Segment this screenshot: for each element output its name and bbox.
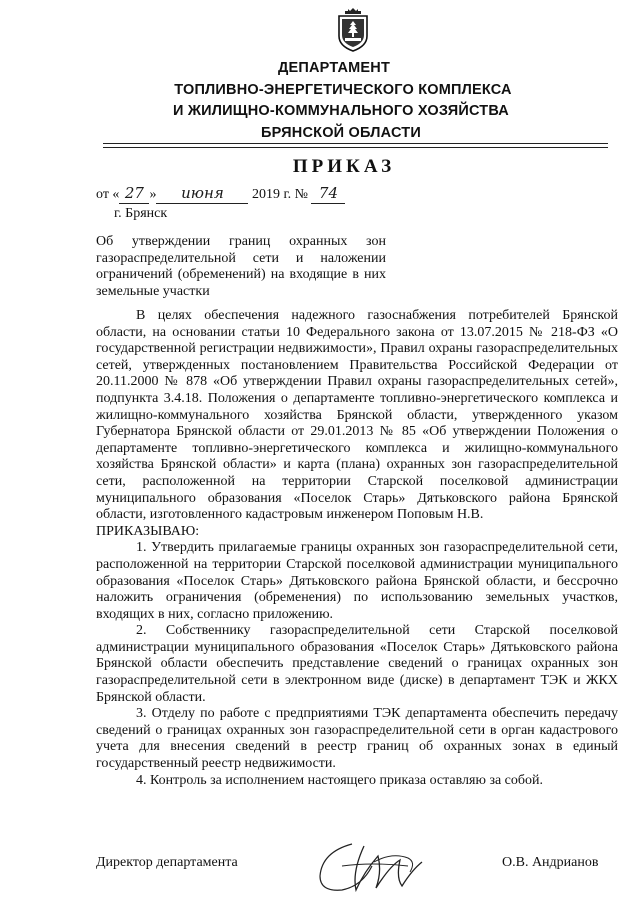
order-item-1: 1. Утвердить прилагаемые границы охранных зон газораспределительной сети, расположенной на территории Старской поселковой администрации муниципального образования «Поселок Старь» Дятьковского района Брянской области, и бессрочно наложить ограничения (обременения) по использованию земельных участков, входящих в них, согласно приложению.: [96, 540, 618, 622]
order-month: июня: [156, 186, 248, 204]
header-divider-thin: [103, 147, 608, 148]
order-number: 74: [311, 186, 345, 204]
dept-line-3: И ЖИЛИЩНО-КОММУНАЛЬНОГО ХОЗЯЙСТВА: [173, 103, 509, 119]
department-name: [0, 58, 640, 144]
signatory-name: О.В. Андрианов: [502, 855, 599, 870]
handwritten-signature: [312, 832, 442, 900]
header-divider: [103, 143, 608, 144]
coat-of-arms-icon: [336, 8, 370, 52]
dept-line-2: ТОПЛИВНО-ЭНЕРГЕТИЧЕСКОГО КОМПЛЕКСА: [174, 81, 512, 98]
order-date-line: [96, 186, 345, 208]
signatory-position: Директор департамента: [96, 855, 238, 870]
order-item-2: 2. Собственнику газораспределительной сети Старской поселковой администрации муниципального образования «Поселок Старь» Дятьковского района Брянской области обеспечить представление сведений о границах охранных зон газораспределительной сети в электронном виде (диске) в департамент ТЭК и ЖКХ Брянской области.: [96, 623, 618, 705]
dept-line-1: ДЕПАРТАМЕНТ: [277, 60, 391, 76]
order-day: 27: [119, 186, 149, 204]
order-body: [96, 308, 618, 789]
document-title: ПРИКАЗ: [292, 156, 396, 177]
date-mid: »: [149, 187, 157, 202]
order-preamble: В целях обеспечения надежного газоснабжения потребителей Брянской области, на основании статьи 10 Федерального закона от 13.07.2015 № 218-ФЗ «О государственной регистрации недвижимости», Правил охраны газораспределительных сетей, утвержденных постановлением Правительства Российской Федерации от 20.11.2000 № 878 «Об утверждении Правил охраны газораспределительных сетей», подпункта 3.4.18. Положения о департаменте топливно-энергетического комплекса и жилищно-коммунального хозяйства Брянской области, утвержденного указом Губернатора Брянской области от 29.01.2013 № 85 «Об утверждении Положения о департаменте топливно-энергетического комплекса и жилищно-коммунального хозяйства Брянской области» и карта (плана) охранных зон газораспределительной сети, расположенной на территории Старской поселковой администрации муниципального образования «Поселок Старь» Дятьковского района Брянской области, изготовленного кадастровым инженером Поповым Н.В.: [96, 308, 618, 523]
order-city: г. Брянск: [114, 206, 168, 221]
order-item-3: 3. Отделу по работе с предприятиями ТЭК департамента обеспечить передачу сведений о границах охранных зон газораспределительной сети в орган кадастрового учета для внесения сведений в реестр границ об охранных зонах в единый государственный реестр недвижимости.: [96, 706, 618, 772]
dept-line-4: БРЯНСКОЙ ОБЛАСТИ: [261, 124, 421, 141]
order-year-number-label: 2019 г. №: [251, 187, 308, 202]
order-subject: Об утверждении границ охранных зон газораспределительной сети и наложении ограничений (обременений) на входящие в них земельные участки: [96, 234, 386, 299]
date-prefix: от «: [96, 187, 120, 202]
order-directive-word: ПРИКАЗЫВАЮ:: [96, 523, 200, 539]
order-item-4: 4. Контроль за исполнением настоящего приказа оставляю за собой.: [136, 772, 544, 788]
